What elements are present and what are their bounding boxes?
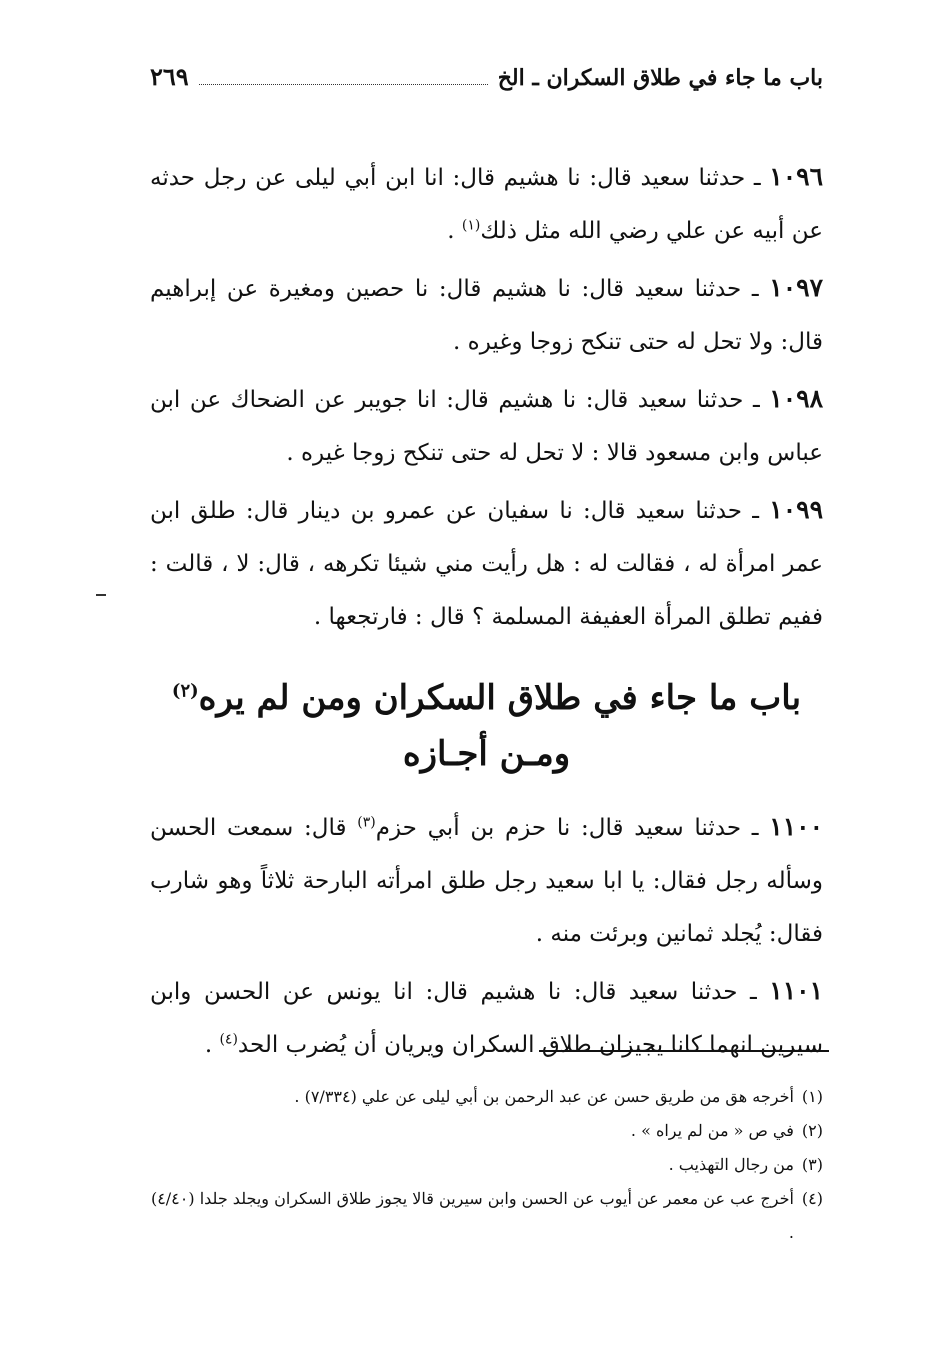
footnote-1: [150, 1080, 823, 1114]
footnote-ref[interactable]: (٣): [357, 814, 376, 831]
footnote-text: أخرج عب عن معمر عن أيوب عن الحسن وابن سيرين قالا يجوز طلاق السكران ويجلد جلدا (٤/٤٠) .: [150, 1189, 794, 1242]
footnote-ref[interactable]: (٤): [219, 1031, 238, 1048]
chapter-heading: [150, 670, 823, 782]
hadith-1099: [150, 483, 823, 644]
main-text: [150, 150, 823, 1075]
hadith-1098: [150, 372, 823, 480]
hadith-text: ـ حدثنا سعيد قال: نا هشيم قال: نا حصين ومغيرة عن إبراهيم قال: ولا تحل له حتى تنكح زوجا وغيره .: [150, 276, 823, 355]
footnote-divider: [539, 1050, 829, 1052]
hadith-number: ١٠٩٧: [769, 273, 823, 302]
hadith-text: ـ حدثنا سعيد قال: نا هشيم قال: انا جويبر عن الضحاك عن ابن عباس وابن مسعود قالا : لا تحل له حتى تنكح زوجا غيره .: [150, 387, 823, 466]
hadith-tail: .: [447, 218, 462, 244]
footnote-number: (٣): [801, 1155, 823, 1174]
hadith-1101: [150, 964, 823, 1072]
running-title: باب ما جاء في طلاق السكران ـ الخ: [497, 65, 823, 91]
chapter-heading-line2: ومـن أجـازه: [402, 734, 571, 774]
hadith-number: ١٠٩٨: [769, 384, 823, 413]
footnote-number: (٤): [801, 1189, 823, 1208]
hadith-text: ـ حدثنا سعيد قال: نا حزم بن أبي حزم: [375, 815, 770, 841]
dotted-leader: [199, 84, 488, 85]
hadith-1096: [150, 150, 823, 258]
running-header: [150, 62, 823, 91]
hadith-text: ـ حدثنا سعيد قال: نا هشيم قال: انا ابن أبي ليلى عن رجل حدثه عن أبيه عن علي رضي الله مثل ذلك: [150, 165, 823, 244]
margin-mark: [96, 594, 106, 596]
hadith-text: ـ حدثنا سعيد قال: نا هشيم قال: انا يونس عن الحسن وابن سيرين انهما كانا يجيزان طلاق السكران ويريان أن يُضرب الحد: [150, 979, 823, 1058]
footnote-ref[interactable]: (٢): [171, 680, 199, 702]
chapter-heading-line1: باب ما جاء في طلاق السكران ومن لم يره$^{(٢)}$: [171, 678, 802, 718]
hadith-number: ١٠٩٦: [769, 162, 823, 191]
footnote-text: أخرجه هق من طريق حسن عن عبد الرحمن بن أبي ليلى عن علي (٧/٣٣٤) .: [294, 1087, 794, 1106]
footnote-text: من رجال التهذيب .: [668, 1155, 794, 1174]
hadith-text-cont: قال: سمعت الحسن وسأله رجل فقال: يا ابا سعيد رجل طلق امرأته البارحة ثلاثاً وهو شارب فقال: يُجلد ثمانين وبرئت منه .: [150, 815, 823, 947]
footnote-4: [150, 1182, 823, 1250]
hadith-1097: [150, 261, 823, 369]
footnote-ref[interactable]: (١): [461, 217, 481, 234]
hadith-text-cont: .: [204, 1032, 220, 1058]
footnote-text: في ص « من لم يراه » .: [630, 1121, 794, 1140]
page-number: ٢٦٩: [150, 62, 189, 91]
footnotes: [150, 1080, 823, 1250]
hadith-1100: [150, 800, 823, 961]
footnote-3: [150, 1148, 823, 1182]
hadith-number: ١٠٩٩: [769, 495, 823, 524]
footnote-number: (١): [801, 1087, 823, 1106]
footnote-2: [150, 1114, 823, 1148]
hadith-number: ١١٠١: [769, 976, 823, 1005]
hadith-number: ١١٠٠: [769, 812, 823, 841]
footnote-number: (٢): [801, 1121, 823, 1140]
hadith-text: ـ حدثنا سعيد قال: نا سفيان عن عمرو بن دينار قال: طلق ابن عمر امرأة له ، فقالت له : هل رأيت مني شيئا تكرهه ، قال: لا ، قالت : ففيم تطلق المرأة العفيفة المسلمة ؟ قال : فارتجعها .: [150, 498, 823, 630]
